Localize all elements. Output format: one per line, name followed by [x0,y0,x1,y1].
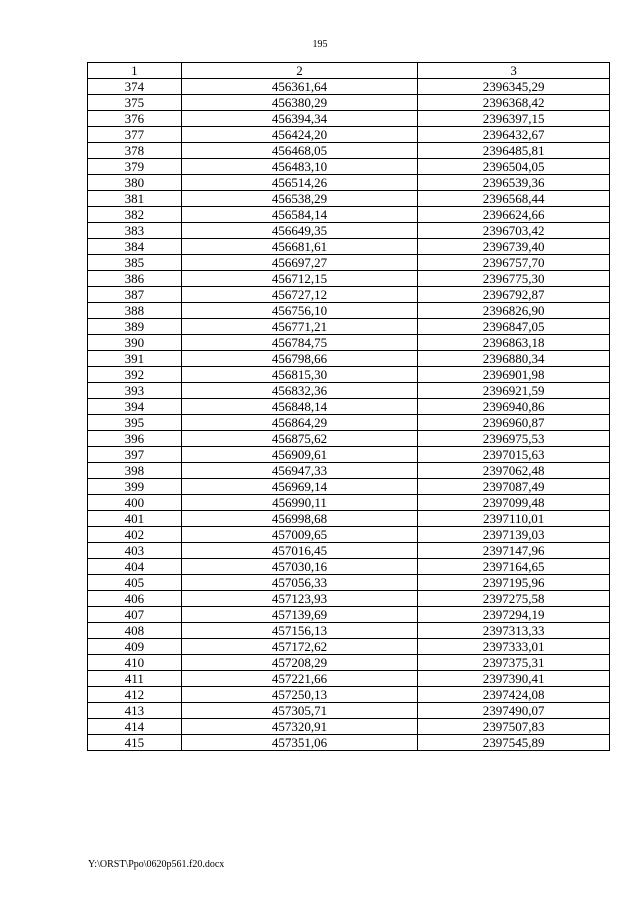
x-coordinate-cell: 456848,14 [181,399,418,415]
table-row [88,191,610,207]
x-coordinate-cell: 456697,27 [181,255,418,271]
table-row [88,639,610,655]
table-row [88,687,610,703]
table-row [88,159,610,175]
y-coordinate-cell: 2396539,36 [418,175,610,191]
table-row [88,527,610,543]
table-row [88,607,610,623]
table-row [88,495,610,511]
point-number-cell: 395 [88,415,182,431]
x-coordinate-cell: 457030,16 [181,559,418,575]
point-number-cell: 403 [88,543,182,559]
table-row [88,303,610,319]
point-number-cell: 385 [88,255,182,271]
table-row [88,255,610,271]
point-number-cell: 398 [88,463,182,479]
y-coordinate-cell: 2397099,48 [418,495,610,511]
x-coordinate-cell: 456514,26 [181,175,418,191]
table-row [88,383,610,399]
y-coordinate-cell: 2397375,31 [418,655,610,671]
point-number-cell: 402 [88,527,182,543]
point-number-cell: 397 [88,447,182,463]
y-coordinate-cell: 2396792,87 [418,287,610,303]
y-coordinate-cell: 2396368,42 [418,95,610,111]
table-header-row [88,63,610,79]
x-coordinate-cell: 456584,14 [181,207,418,223]
x-coordinate-cell: 457208,29 [181,655,418,671]
x-coordinate-cell: 456483,10 [181,159,418,175]
point-number-cell: 388 [88,303,182,319]
table-row [88,591,610,607]
point-number-cell: 379 [88,159,182,175]
y-coordinate-cell: 2396397,15 [418,111,610,127]
y-coordinate-cell: 2396568,44 [418,191,610,207]
x-coordinate-cell: 456424,20 [181,127,418,143]
table-row [88,463,610,479]
x-coordinate-cell: 456468,05 [181,143,418,159]
point-number-cell: 384 [88,239,182,255]
table-row [88,143,610,159]
table-row [88,415,610,431]
point-number-cell: 383 [88,223,182,239]
y-coordinate-cell: 2397545,89 [418,735,610,751]
point-number-cell: 414 [88,719,182,735]
x-coordinate-cell: 457009,65 [181,527,418,543]
x-coordinate-cell: 456756,10 [181,303,418,319]
point-number-cell: 380 [88,175,182,191]
x-coordinate-cell: 457320,91 [181,719,418,735]
point-number-cell: 378 [88,143,182,159]
point-number-cell: 377 [88,127,182,143]
column-header-2: 2 [181,63,418,79]
x-coordinate-cell: 457172,62 [181,639,418,655]
x-coordinate-cell: 456875,62 [181,431,418,447]
point-number-cell: 387 [88,287,182,303]
x-coordinate-cell: 456681,61 [181,239,418,255]
x-coordinate-cell: 457056,33 [181,575,418,591]
x-coordinate-cell: 456909,61 [181,447,418,463]
x-coordinate-cell: 457139,69 [181,607,418,623]
table-row [88,543,610,559]
y-coordinate-cell: 2397333,01 [418,639,610,655]
point-number-cell: 405 [88,575,182,591]
x-coordinate-cell: 457351,06 [181,735,418,751]
point-number-cell: 401 [88,511,182,527]
y-coordinate-cell: 2396775,30 [418,271,610,287]
y-coordinate-cell: 2397110,01 [418,511,610,527]
y-coordinate-cell: 2396624,66 [418,207,610,223]
table-row [88,207,610,223]
point-number-cell: 375 [88,95,182,111]
x-coordinate-cell: 456998,68 [181,511,418,527]
x-coordinate-cell: 456771,21 [181,319,418,335]
y-coordinate-cell: 2397015,63 [418,447,610,463]
point-number-cell: 400 [88,495,182,511]
x-coordinate-cell: 456394,34 [181,111,418,127]
table-row [88,319,610,335]
column-header-3: 3 [418,63,610,79]
y-coordinate-cell: 2397139,03 [418,527,610,543]
coordinates-table [87,62,610,751]
y-coordinate-cell: 2397087,49 [418,479,610,495]
x-coordinate-cell: 457221,66 [181,671,418,687]
x-coordinate-cell: 456947,33 [181,463,418,479]
point-number-cell: 386 [88,271,182,287]
table-row [88,287,610,303]
y-coordinate-cell: 2397390,41 [418,671,610,687]
point-number-cell: 399 [88,479,182,495]
point-number-cell: 394 [88,399,182,415]
point-number-cell: 406 [88,591,182,607]
y-coordinate-cell: 2396940,86 [418,399,610,415]
page-number: 195 [312,39,328,50]
y-coordinate-cell: 2396960,87 [418,415,610,431]
point-number-cell: 404 [88,559,182,575]
y-coordinate-cell: 2396739,40 [418,239,610,255]
y-coordinate-cell: 2397313,33 [418,623,610,639]
point-number-cell: 411 [88,671,182,687]
point-number-cell: 392 [88,367,182,383]
table-row [88,655,610,671]
x-coordinate-cell: 457250,13 [181,687,418,703]
point-number-cell: 374 [88,79,182,95]
y-coordinate-cell: 2396901,98 [418,367,610,383]
table-row [88,511,610,527]
x-coordinate-cell: 456784,75 [181,335,418,351]
x-coordinate-cell: 456798,66 [181,351,418,367]
y-coordinate-cell: 2396504,05 [418,159,610,175]
table-row [88,367,610,383]
point-number-cell: 415 [88,735,182,751]
point-number-cell: 413 [88,703,182,719]
table-row [88,559,610,575]
y-coordinate-cell: 2397195,96 [418,575,610,591]
table-row [88,111,610,127]
x-coordinate-cell: 457156,13 [181,623,418,639]
point-number-cell: 381 [88,191,182,207]
point-number-cell: 382 [88,207,182,223]
x-coordinate-cell: 456649,35 [181,223,418,239]
x-coordinate-cell: 456538,29 [181,191,418,207]
table-row [88,719,610,735]
table-row [88,239,610,255]
footer-file-path: Y:\ORST\Ppo\0620p561.f20.docx [88,859,225,870]
table-row [88,335,610,351]
table-row [88,575,610,591]
y-coordinate-cell: 2396345,29 [418,79,610,95]
point-number-cell: 410 [88,655,182,671]
x-coordinate-cell: 456969,14 [181,479,418,495]
point-number-cell: 391 [88,351,182,367]
x-coordinate-cell: 456815,30 [181,367,418,383]
table-row [88,351,610,367]
table-row [88,95,610,111]
x-coordinate-cell: 456361,64 [181,79,418,95]
table-row [88,447,610,463]
table-row [88,399,610,415]
x-coordinate-cell: 456990,11 [181,495,418,511]
y-coordinate-cell: 2396703,42 [418,223,610,239]
y-coordinate-cell: 2397275,58 [418,591,610,607]
x-coordinate-cell: 457123,93 [181,591,418,607]
point-number-cell: 396 [88,431,182,447]
table-row [88,175,610,191]
y-coordinate-cell: 2396863,18 [418,335,610,351]
x-coordinate-cell: 456712,15 [181,271,418,287]
table-row [88,79,610,95]
point-number-cell: 390 [88,335,182,351]
x-coordinate-cell: 457016,45 [181,543,418,559]
y-coordinate-cell: 2397294,19 [418,607,610,623]
table-row [88,271,610,287]
y-coordinate-cell: 2397147,96 [418,543,610,559]
y-coordinate-cell: 2397062,48 [418,463,610,479]
point-number-cell: 407 [88,607,182,623]
table-row [88,735,610,751]
coordinates-table-body [88,63,610,751]
y-coordinate-cell: 2397507,83 [418,719,610,735]
point-number-cell: 409 [88,639,182,655]
point-number-cell: 389 [88,319,182,335]
y-coordinate-cell: 2397164,65 [418,559,610,575]
x-coordinate-cell: 456380,29 [181,95,418,111]
table-row [88,431,610,447]
x-coordinate-cell: 456727,12 [181,287,418,303]
y-coordinate-cell: 2396921,59 [418,383,610,399]
y-coordinate-cell: 2396847,05 [418,319,610,335]
y-coordinate-cell: 2397490,07 [418,703,610,719]
table-row [88,703,610,719]
x-coordinate-cell: 456864,29 [181,415,418,431]
y-coordinate-cell: 2396485,81 [418,143,610,159]
y-coordinate-cell: 2397424,08 [418,687,610,703]
y-coordinate-cell: 2396432,67 [418,127,610,143]
x-coordinate-cell: 457305,71 [181,703,418,719]
table-row [88,127,610,143]
table-row [88,623,610,639]
y-coordinate-cell: 2396757,70 [418,255,610,271]
point-number-cell: 408 [88,623,182,639]
y-coordinate-cell: 2396826,90 [418,303,610,319]
y-coordinate-cell: 2396975,53 [418,431,610,447]
x-coordinate-cell: 456832,36 [181,383,418,399]
y-coordinate-cell: 2396880,34 [418,351,610,367]
table-row [88,671,610,687]
point-number-cell: 376 [88,111,182,127]
point-number-cell: 393 [88,383,182,399]
column-header-1: 1 [88,63,182,79]
table-row [88,223,610,239]
table-row [88,479,610,495]
point-number-cell: 412 [88,687,182,703]
